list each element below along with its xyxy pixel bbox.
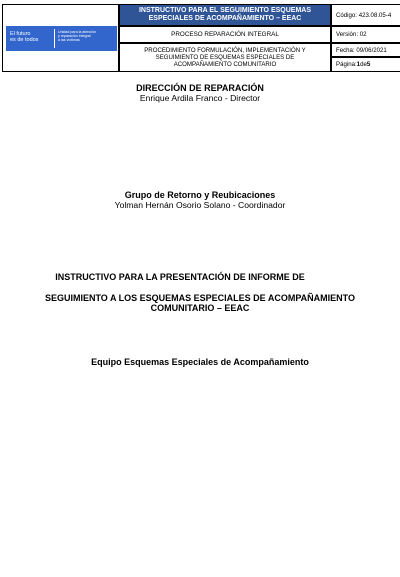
team-name: Equipo Esquemas Especiales de Acompañamiento [91, 357, 309, 367]
header-procedure: PROCEDIMIENTO FORMULACIÓN, IMPLEMENTACIÓN Y SEGUIMIENTO DE ESQUEMAS ESPECIALES DE ACOMPAÑAMIENTO COMUNITARIO [119, 43, 331, 72]
direction-title: DIRECCIÓN DE REPARACIÓN [136, 83, 264, 93]
direction-person: Enrique Ardila Franco - Director [139, 93, 261, 103]
header-page-number: Página: 1 de 5 [331, 57, 400, 72]
header-date: Fecha: 09/06/2021 [331, 43, 400, 57]
government-logo [6, 26, 117, 51]
header-version: Versión: 02 [331, 26, 400, 43]
header-title: INSTRUCTIVO PARA EL SEGUIMIENTO ESQUEMAS ESPECIALES DE ACOMPAÑAMIENTO – EEAC [119, 4, 331, 26]
group-block [0, 190, 400, 210]
group-person: Yolman Hernán Osorio Solano - Coordinador [114, 200, 286, 210]
header-process: PROCESO REPARACIÓN INTEGRAL [119, 26, 331, 43]
logo-cell [2, 4, 119, 72]
logo-slogan: El futuro es de todos [10, 31, 39, 43]
document-header [0, 4, 400, 72]
logo-divider [54, 29, 55, 48]
direction-block [0, 83, 400, 103]
header-code: Código: 423.08.05-4 [331, 4, 400, 26]
group-title: Grupo de Retorno y Reubicaciones [124, 190, 276, 200]
logo-entity-name: Unidad para la atención y reparación integral a las víctimas [58, 30, 96, 43]
doc-title-rest: SEGUIMIENTO A LOS ESQUEMAS ESPECIALES DE ACOMPAÑAMIENTO COMUNITARIO – EEAC [44, 293, 356, 313]
doc-title-line1: INSTRUCTIVO PARA LA PRESENTACIÓN DE INFORME DE [55, 272, 305, 282]
